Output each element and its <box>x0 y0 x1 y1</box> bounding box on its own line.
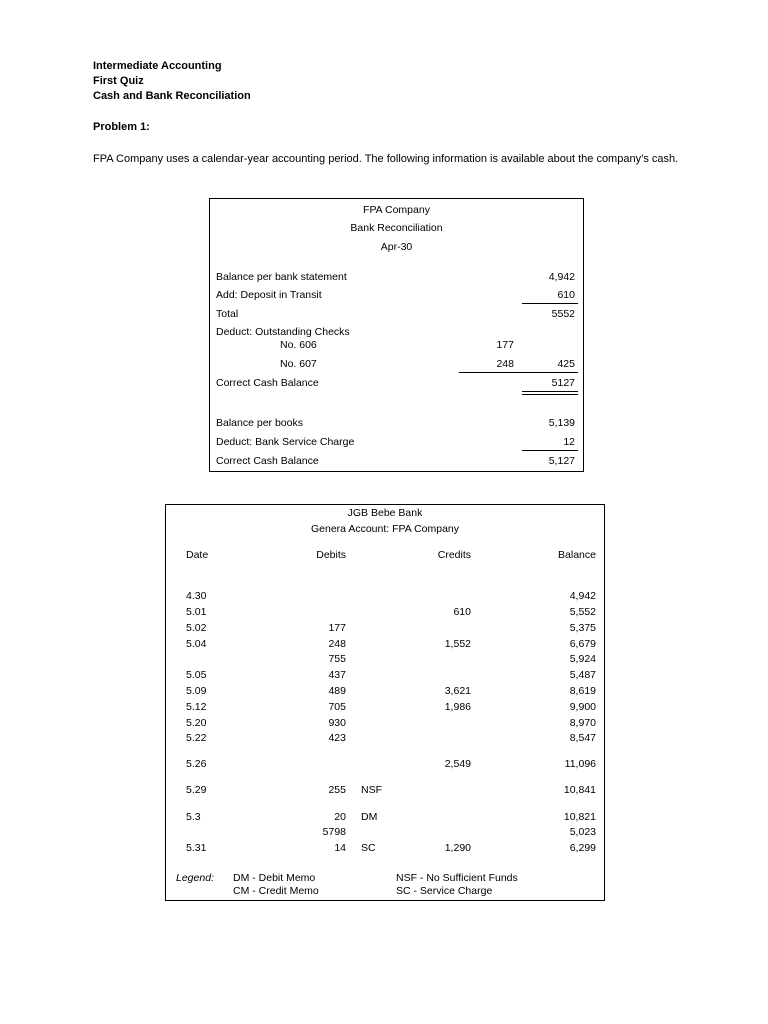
row-balance: 9,900 <box>569 701 596 713</box>
topic-title: Cash and Bank Reconciliation <box>93 90 251 102</box>
deduct-checks-label: Deduct: Outstanding Checks <box>216 326 350 338</box>
double-underline <box>522 394 578 395</box>
row-credit: 2,549 <box>444 758 471 770</box>
check-607-label: No. 607 <box>280 358 317 370</box>
row-date: 5.01 <box>186 606 207 618</box>
statement-bank-name: JGB Bebe Bank <box>347 507 423 519</box>
statement-account: Genera Account: FPA Company <box>310 523 460 535</box>
row-balance: 8,547 <box>569 732 596 744</box>
bank-balance-label: Balance per bank statement <box>216 271 347 283</box>
total-value: 5552 <box>551 308 575 320</box>
row-credit: 1,290 <box>444 842 471 854</box>
correct-balance-label-1: Correct Cash Balance <box>216 377 319 389</box>
row-date: 4.30 <box>186 590 207 602</box>
row-balance: 10,821 <box>563 811 596 823</box>
row-debit: 248 <box>328 638 346 650</box>
underline <box>522 450 578 451</box>
underline <box>522 303 578 304</box>
legend-nsf: NSF - No Sufficient Funds <box>396 872 518 884</box>
total-label: Total <box>216 308 239 320</box>
row-note: DM <box>361 811 378 823</box>
row-debit: 705 <box>328 701 346 713</box>
row-debit: 14 <box>334 842 346 854</box>
column-header-debits: Debits <box>316 549 346 561</box>
row-debit: 255 <box>328 784 346 796</box>
row-date: 5.31 <box>186 842 207 854</box>
row-balance: 8,970 <box>569 717 596 729</box>
service-charge-label: Deduct: Bank Service Charge <box>216 436 355 448</box>
row-balance: 6,679 <box>569 638 596 650</box>
column-header-balance: Balance <box>558 549 596 561</box>
row-balance: 11,096 <box>564 758 596 770</box>
row-debit: 930 <box>328 717 346 729</box>
books-balance-label: Balance per books <box>216 417 303 429</box>
correct-balance-value-2: 5,127 <box>548 455 575 467</box>
legend-dm: DM - Debit Memo <box>233 872 316 884</box>
row-debit: 755 <box>328 653 346 665</box>
row-debit: 489 <box>328 685 346 697</box>
row-debit: 437 <box>328 669 346 681</box>
bank-balance-value: 4,942 <box>548 271 575 283</box>
row-date: 5.04 <box>186 638 207 650</box>
check-606-label: No. 606 <box>280 339 317 351</box>
row-credit: 610 <box>453 606 471 618</box>
bank-statement-box <box>165 504 605 901</box>
service-charge-value: 12 <box>563 436 575 448</box>
row-balance: 5,552 <box>569 606 596 618</box>
row-date: 5.09 <box>186 685 207 697</box>
row-note: NSF <box>361 784 382 796</box>
deposit-label: Add: Deposit in Transit <box>216 289 322 301</box>
row-date: 5.02 <box>186 622 207 634</box>
bank-reconciliation-box <box>209 198 584 472</box>
column-header-credits: Credits <box>437 549 471 561</box>
intro-paragraph: FPA Company uses a calendar-year accounting period. The following information is available about the company’s cash. <box>93 153 679 165</box>
row-balance: 5,487 <box>569 669 596 681</box>
row-date: 5.26 <box>186 758 207 770</box>
row-date: 5.20 <box>186 717 207 729</box>
row-balance: 10,841 <box>563 784 596 796</box>
column-header-date: Date <box>186 549 209 561</box>
legend-cm: CM - Credit Memo <box>233 885 319 897</box>
double-underline <box>522 391 578 392</box>
check-606-value: 177 <box>496 339 514 351</box>
row-debit: 423 <box>328 732 346 744</box>
recon-company: FPA Company <box>363 204 430 216</box>
row-credit: 3,621 <box>444 685 471 697</box>
books-balance-value: 5,139 <box>548 417 575 429</box>
row-debit: 177 <box>328 622 346 634</box>
row-date: 5.29 <box>186 784 207 796</box>
row-balance: 5,375 <box>569 622 596 634</box>
row-balance: 8,619 <box>569 685 596 697</box>
checks-total-value: 425 <box>557 358 575 370</box>
check-607-value: 248 <box>496 358 514 370</box>
row-balance: 5,023 <box>569 826 596 838</box>
recon-date: Apr-30 <box>380 241 413 253</box>
row-credit: 1,552 <box>444 638 471 650</box>
problem-heading: Problem 1: <box>93 121 150 133</box>
underline <box>459 372 578 373</box>
row-date: 5.12 <box>186 701 207 713</box>
row-balance: 5,924 <box>569 653 596 665</box>
legend-label: Legend: <box>176 872 214 884</box>
row-note: SC <box>361 842 376 854</box>
correct-balance-label-2: Correct Cash Balance <box>216 455 319 467</box>
row-date: 5.22 <box>186 732 207 744</box>
recon-title: Bank Reconciliation <box>350 222 443 234</box>
row-date: 5.3 <box>186 811 201 823</box>
row-debit: 20 <box>334 811 346 823</box>
row-debit: 5798 <box>322 826 346 838</box>
row-balance: 6,299 <box>569 842 596 854</box>
legend-sc: SC - Service Charge <box>396 885 493 897</box>
correct-balance-value-1: 5127 <box>551 377 575 389</box>
deposit-value: 610 <box>557 289 575 301</box>
course-title: Intermediate Accounting <box>93 60 222 72</box>
row-balance: 4,942 <box>569 590 596 602</box>
quiz-title: First Quiz <box>93 75 144 87</box>
row-credit: 1,986 <box>444 701 471 713</box>
row-date: 5.05 <box>186 669 207 681</box>
